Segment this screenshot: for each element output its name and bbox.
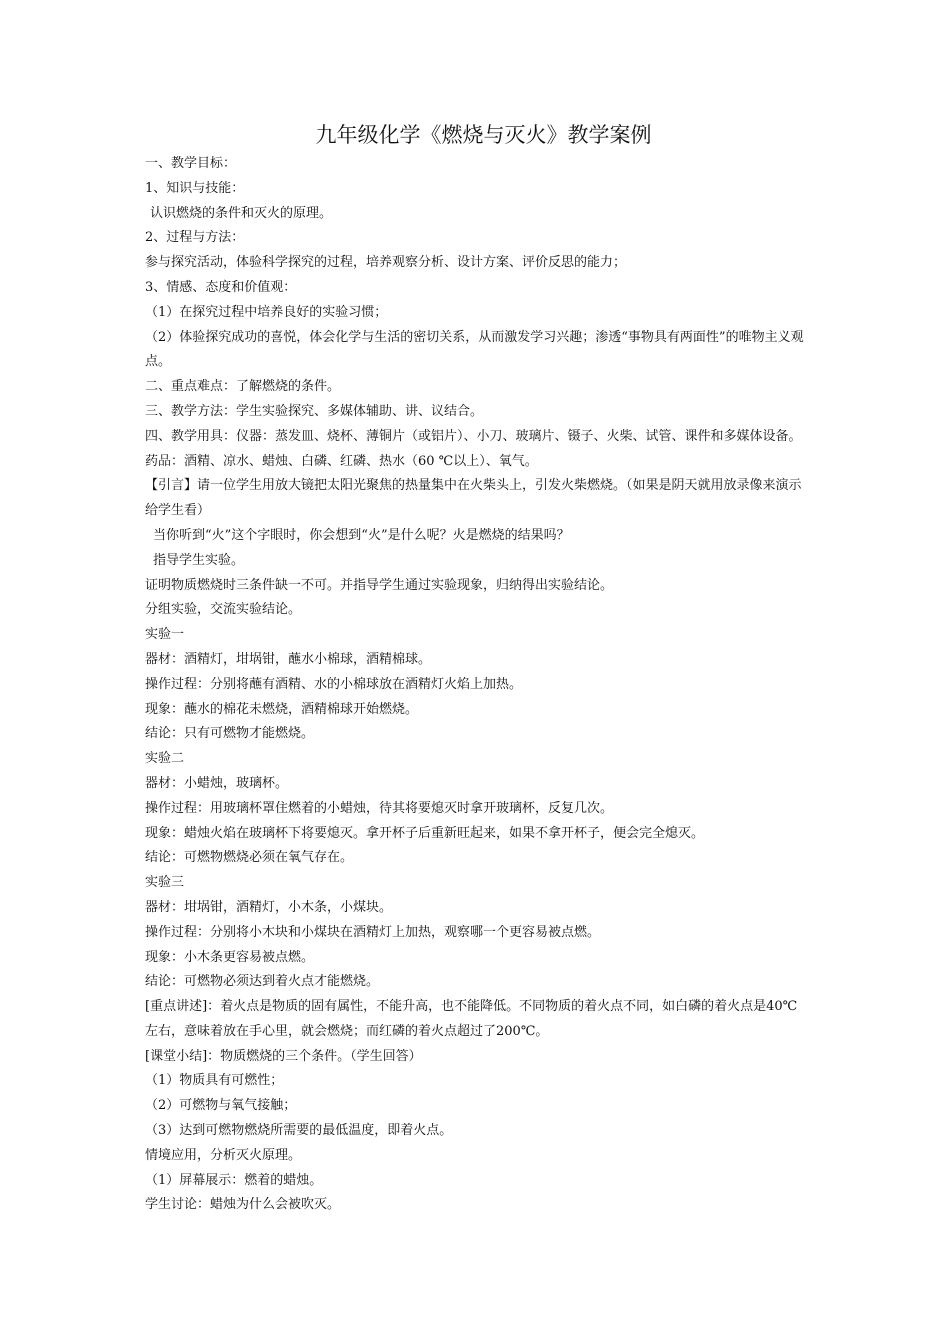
paragraph: 认识燃烧的条件和灭火的原理。 [150, 205, 333, 221]
paragraph: 分组实验，交流实验结论。 [145, 602, 302, 618]
paragraph: 结论：可燃物必须达到着火点才能燃烧。 [145, 974, 380, 990]
paragraph: 操作过程：用玻璃杯罩住燃着的小蜡烛，待其将要熄灭时拿开玻璃杯，反复几次。 [145, 800, 614, 816]
paragraph: （1）在探究过程中培养良好的实验习惯； [145, 304, 388, 320]
paragraph: 器材：小蜡烛，玻璃杯。 [145, 775, 289, 791]
paragraph: 器材：酒精灯，坩埚钳，蘸水小棉球，酒精棉球。 [145, 651, 432, 667]
paragraph: （3）达到可燃物燃烧所需要的最低温度，即着火点。 [145, 1123, 453, 1139]
paragraph: 【引言】请一位学生用放大镜把太阳光聚焦的热量集中在火柴头上，引发火柴燃烧。（如果是阴天就用放录像来演示给学生看） [145, 478, 802, 519]
paragraph: 现象：蜡烛火焰在玻璃杯下将要熄灭。拿开杯子后重新旺起来，如果不拿开杯子，便会完全熄灭。 [145, 825, 705, 841]
paragraph: 指导学生实验。 [153, 552, 245, 568]
paragraph: 参与探究活动，体验科学探究的过程，培养观察分析、设计方案、评价反思的能力； [145, 255, 627, 271]
paragraph: [课堂小结]：物质燃烧的三个条件。（学生回答） [145, 1048, 422, 1064]
paragraph: 器材：坩埚钳，酒精灯，小木条，小煤块。 [145, 899, 393, 915]
paragraph: 当你听到“火”这个字眼时，你会想到“火”是什么呢？火是燃烧的结果吗？ [153, 527, 570, 543]
paragraph: 操作过程：分别将小木块和小煤块在酒精灯上加热，观察哪一个更容易被点燃。 [145, 924, 601, 940]
paragraph: 3、情感、态度和价值观： [145, 279, 297, 295]
paragraph: 结论：只有可燃物才能燃烧。 [145, 726, 315, 742]
paragraph: 现象：小木条更容易被点燃。 [145, 949, 315, 965]
paragraph: （2）体验探究成功的喜悦，体会化学与生活的密切关系，从而激发学习兴趣；渗透“事物具有两面性”的唯物主义观点。 [145, 329, 804, 370]
paragraph: 实验三 [145, 875, 185, 891]
paragraph: 四、教学用具：仪器：蒸发皿、烧杯、薄铜片（或铝片）、小刀、玻璃片、镊子、火柴、试管、课件和多媒体设备。 [145, 428, 802, 444]
paragraph: [重点讲述]：着火点是物质的固有属性，不能升高，也不能降低。不同物质的着火点不同，如白磷的着火点是40℃左右，意味着放在手心里，就会燃烧；而红磷的着火点超过了200℃。 [145, 999, 798, 1039]
paragraph: 学生讨论：蜡烛为什么会被吹灭。 [145, 1197, 341, 1213]
paragraph: （1）屏幕展示：燃着的蜡烛。 [145, 1172, 323, 1188]
paragraph: （1）物质具有可燃性； [145, 1073, 284, 1089]
paragraph: 现象：蘸水的棉花未燃烧，酒精棉球开始燃烧。 [145, 701, 419, 717]
paragraph: 药品：酒精、凉水、蜡烛、白磷、红磷、热水（60 ℃以上）、氧气。 [145, 453, 538, 469]
paragraph: 三、教学方法：学生实验探究、多媒体辅助、讲、议结合。 [145, 403, 484, 419]
paragraph: 证明物质燃烧时三条件缺一不可。并指导学生通过实验现象，归纳得出实验结论。 [145, 577, 614, 593]
paragraph: 情境应用，分析灭火原理。 [145, 1147, 302, 1163]
paragraph: 实验二 [145, 751, 185, 767]
paragraph: 1、知识与技能： [145, 180, 245, 196]
paragraph: 操作过程：分别将蘸有酒精、水的小棉球放在酒精灯火焰上加热。 [145, 676, 523, 692]
paragraph: 一、教学目标： [145, 156, 237, 171]
paragraph: 实验一 [145, 627, 185, 643]
paragraph: 结论：可燃物燃烧必须在氧气存在。 [145, 850, 354, 866]
document-title: 九年级化学《燃烧与灭火》教学案例 [315, 123, 652, 147]
paragraph: （2）可燃物与氧气接触； [145, 1098, 297, 1114]
paragraph: 2、过程与方法： [145, 230, 245, 246]
paragraph: 二、重点难点：了解燃烧的条件。 [145, 379, 341, 395]
